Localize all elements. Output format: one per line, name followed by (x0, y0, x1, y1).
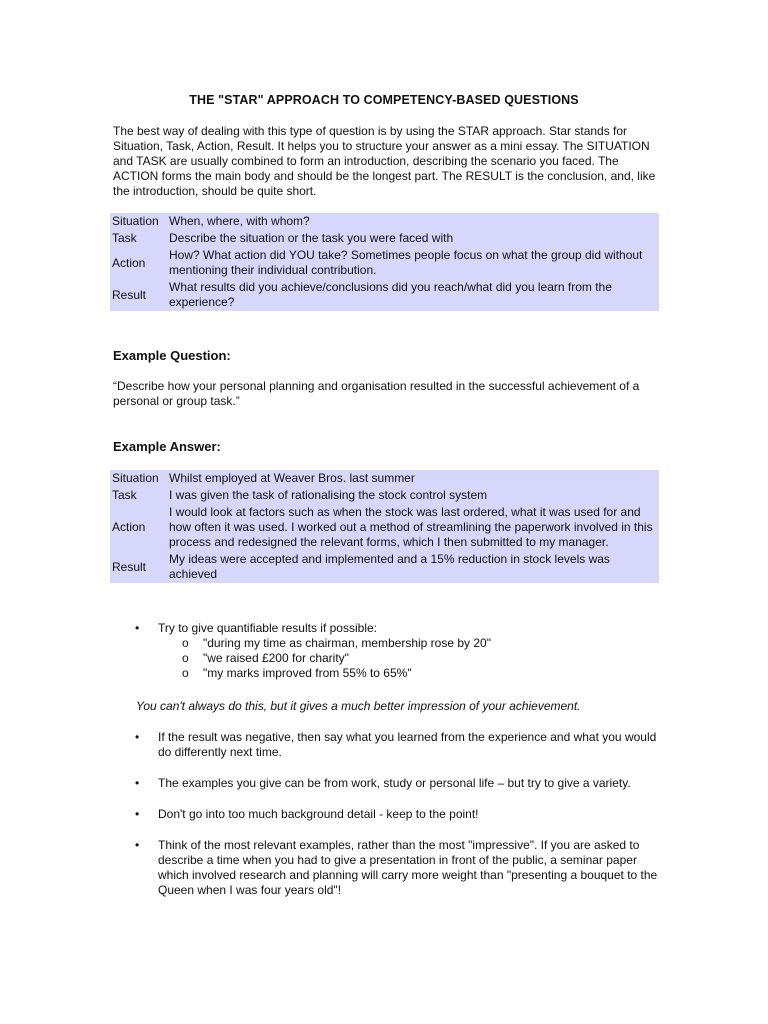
row-value: Whilst employed at Weaver Bros. last summer (169, 471, 415, 485)
row-key: Result (112, 559, 147, 574)
italic-note: You can't always do this, but it gives a much better impression of your achievement. (136, 699, 581, 713)
list-item-text: The examples you give can be from work, study or personal life – but try to give a variety. (158, 776, 631, 790)
list-item (135, 838, 658, 898)
row-value: How? What action did YOU take? Sometimes people focus on what the group did without mentioning their individual contribution. (169, 248, 643, 277)
star-definition-table (110, 213, 659, 311)
row-value: My ideas were accepted and implemented and a 15% reduction in stock levels was achieved (169, 552, 610, 581)
bullet-icon: • (135, 776, 140, 790)
example-question-heading: Example Question: (113, 348, 231, 363)
table-row (110, 487, 659, 504)
bullet-icon: • (135, 807, 140, 821)
row-value: When, where, with whom? (169, 214, 310, 228)
list-item (135, 730, 658, 760)
row-value: I was given the task of rationalising the stock control system (169, 488, 488, 502)
list-item-text: Try to give quantifiable results if possible: (158, 621, 377, 635)
table-row (110, 230, 659, 247)
quantify-list (135, 621, 658, 681)
table-row (110, 213, 659, 230)
list-item-text: If the result was negative, then say what you learned from the experience and what you would do differently next time. (158, 730, 657, 759)
sub-list-item-text: "during my time as chairman, membership rose by 20" (203, 636, 491, 650)
sub-bullet-icon: o (182, 651, 189, 665)
example-question-text: “Describe how your personal planning and organisation resulted in the successful achievement of a personal or group task.” (113, 379, 640, 408)
row-key: Result (112, 287, 147, 302)
intro-paragraph: The best way of dealing with this type of question is by using the STAR approach. Star stands for Situation, Task, Action, Result. It helps you to structure your answer as a mini essay. The SITUATION and TASK are usually combined to form an introduction, describing the scenario you faced. The ACTION forms the main body and should be the longest part. The RESULT is the conclusion, and, like the introduction, should be quite short. (113, 124, 656, 198)
list-item-text: Don't go into too much background detail - keep to the point! (158, 807, 479, 821)
sub-list-item (135, 666, 658, 681)
table-row (110, 279, 659, 311)
row-value: I would look at factors such as when the stock was last ordered, what it was used for and how often it was used. I worked out a method of streamlining the paperwork involved in this process and redesigned the relevant forms, which I then submitted to my manager. (169, 505, 653, 549)
bullet-icon: • (135, 621, 140, 635)
sub-list-item-text: "we raised £200 for charity" (203, 651, 349, 665)
table-row (110, 504, 659, 551)
row-key: Task (112, 231, 137, 245)
bullet-icon: • (135, 838, 140, 852)
row-value: Describe the situation or the task you were faced with (169, 231, 454, 245)
list-item-text: Think of the most relevant examples, rather than the most "impressive". If you are asked to describe a time when you had to give a presentation in front of the public, a seminar paper which involved research and planning will carry more weight than "presenting a bouquet to the Queen when I was four years old"! (158, 838, 658, 897)
row-key: Situation (112, 214, 159, 228)
sub-bullet-icon: o (182, 666, 189, 680)
example-answer-table (110, 470, 659, 583)
row-value: What results did you achieve/conclusions did you reach/what did you learn from the experience? (169, 280, 612, 309)
list-item (135, 776, 658, 791)
sub-list-item-text: "my marks improved from 55% to 65%" (203, 666, 412, 680)
sub-bullet-icon: o (182, 636, 189, 650)
list-item (135, 807, 658, 822)
row-key: Task (112, 488, 137, 502)
row-key: Action (112, 520, 146, 534)
tips-list (135, 730, 658, 898)
table-row (110, 551, 659, 583)
list-item (135, 621, 658, 636)
example-answer-heading: Example Answer: (113, 439, 221, 454)
sub-list-item (135, 636, 658, 651)
page-title: THE "STAR" APPROACH TO COMPETENCY-BASED QUESTIONS (189, 93, 579, 107)
table-row (110, 247, 659, 279)
row-key: Situation (112, 471, 159, 485)
sub-list-item (135, 651, 658, 666)
bullet-icon: • (135, 730, 140, 744)
table-row (110, 470, 659, 487)
row-key: Action (112, 255, 146, 270)
